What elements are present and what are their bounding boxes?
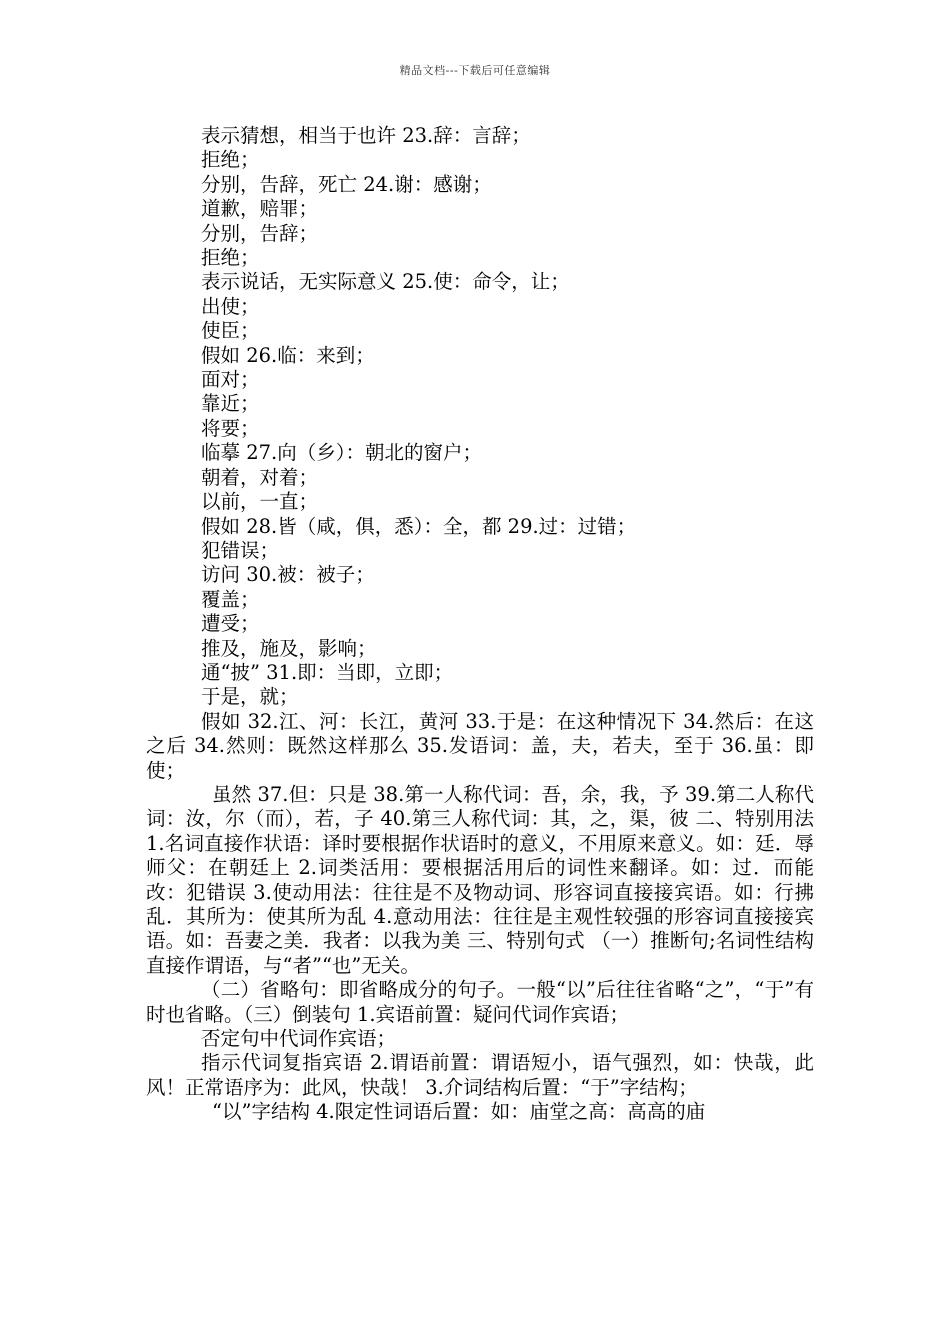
text-line: 以前，一直； [201,490,319,514]
text-line: 道歉，赔罪； [201,197,319,221]
text-line: 覆盖； [201,587,260,611]
text-line: 推及，施及，影响； [201,636,377,660]
paragraph: （二）省略句：即省略成分的句子。一般“以”后往往省略“之”，“于”有时也省略。（三）倒装句 1.宾语前置：疑问代词作宾语； [146,978,814,1026]
text-line: 面对； [201,368,260,392]
text-line: 表示说话，无实际意义 25.使：命令，让； [201,270,570,294]
text-line: 表示猜想，相当于也许 23.辞：言辞； [201,124,531,147]
text-line: 遭受； [201,612,260,636]
text-line: 于是，就； [201,685,299,709]
text-line: 出使； [201,294,260,318]
text-line: 假如 26.临：来到； [201,343,375,367]
text-line: 靠近； [201,392,260,416]
text-line: 拒绝； [201,246,260,270]
paragraph: 虽然 37.但：只是 38.第一人称代词：吾，余，我，予 39.第二人称代词：汝，尔（而），若，子 40.第三人称代词：其，之，渠，彼 二、特别用法 1.名词直接作状语：译时要根据作状语时的意义，不用原来意义。如：廷．辱师父：在朝廷上 2.词类活用：要根据活用后的词性来翻译。如：过．而能改：犯错误 3.使动用法：往往是不及物动词、形容词直接接宾语。如：行拂乱．其所为：使其所为乱 4.意动用法：往往是主观性较强的形容词直接接宾语。如：吾妻之美．我者：以我为美 三、特别句式 （一）推断句;名词性结构直接作谓语，与“者”“也”无关。 [146,782,814,977]
text-line: 使臣； [201,319,260,343]
text-line: 分别，告辞，死亡 24.谢：感谢； [201,172,492,196]
paragraph: 指示代词复指宾语 2.谓语前置：谓语短小，语气强烈，如：快哉，此风！正常语序为：此风，快哉！ 3.介词结构后置：“于”字结构； [146,1051,814,1099]
text-line: 拒绝； [201,148,260,172]
text-line: 假如 28.皆（咸，俱，悉）：全，都 29.过：过错； [201,514,637,538]
text-line: 通“披” 31.即：当即，立即； [201,660,454,684]
page-header: 精品文档---下载后可任意编辑 [399,64,551,77]
text-line: 朝着，对着； [201,465,319,489]
paragraph: 假如 32.江、河：长江，黄河 33.于是：在这种情况下 34.然后：在这之后 34.然则：既然这样那么 35.发语词：盖，夫，若夫，至于 36.虽：即使； [146,709,814,782]
text-line: 犯错误； [201,538,280,562]
text-line: 分别，告辞； [201,221,319,245]
text-line: 临摹 27.向（乡）：朝北的窗户； [201,441,482,465]
paragraph: 否定句中代词作宾语； [201,1027,397,1051]
document-body [146,124,814,1125]
paragraph: “以”字结构 4.限定性词语后置：如：庙堂之高：高高的庙 [212,1100,706,1124]
text-line: 将要； [201,416,260,440]
text-line: 访问 30.被：被子； [201,563,375,587]
